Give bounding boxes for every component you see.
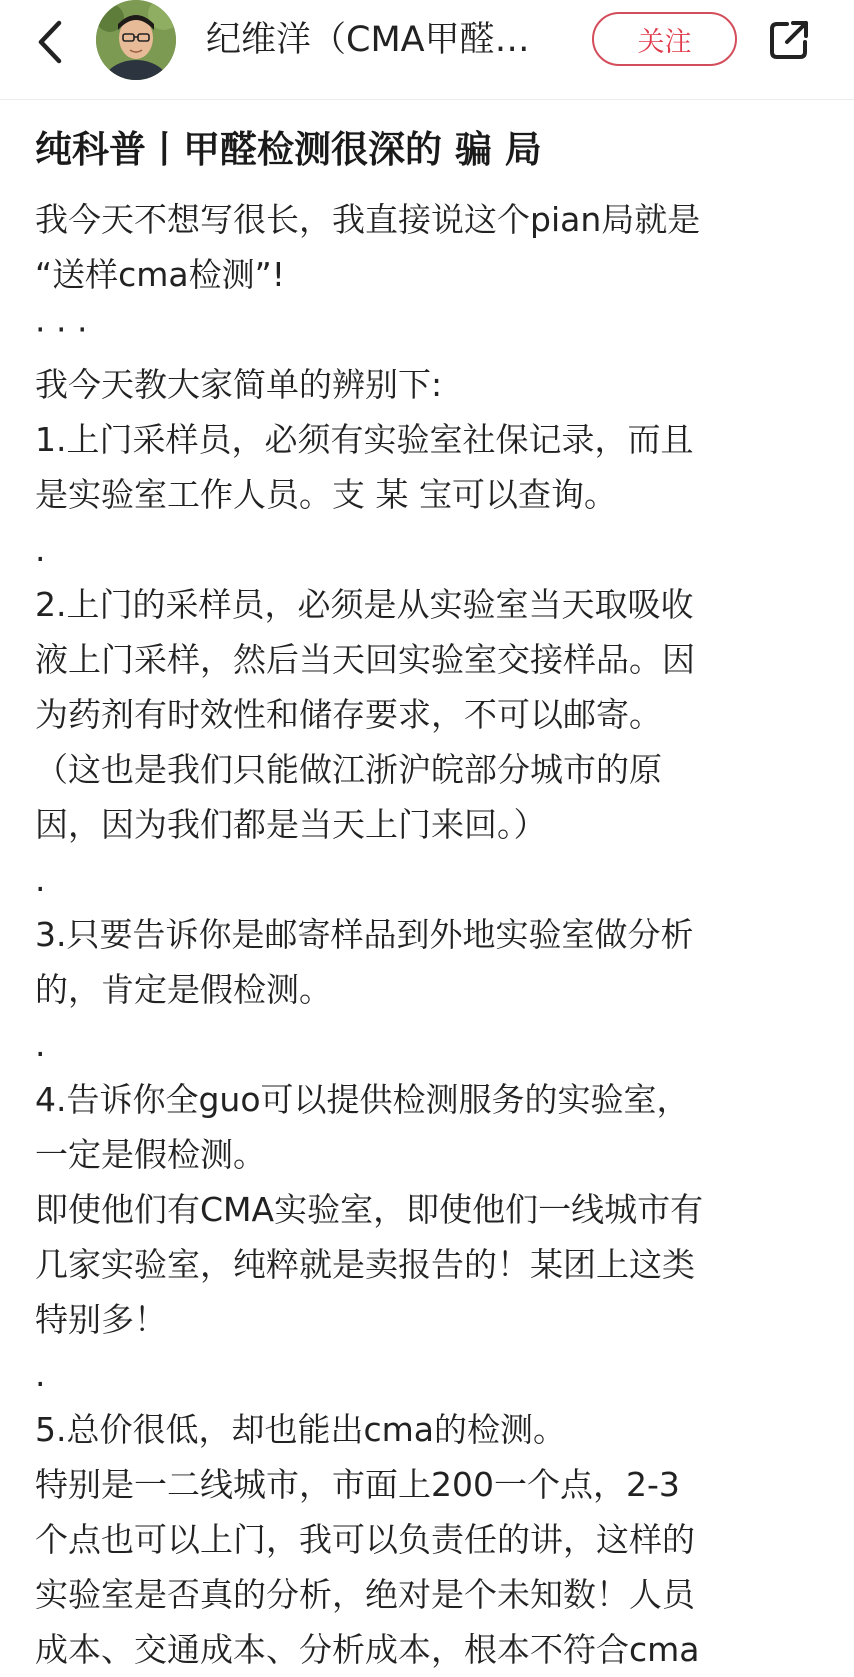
article-line: （这也是我们只能做江浙沪皖部分城市的原 (35, 750, 662, 789)
article-line: 1.上门采样员，必须有实验室社保记录，而且 (35, 420, 694, 459)
article-line: 因，因为我们都是当天上门来回。） (35, 805, 547, 844)
article-line: 5.总价很低，却也能出cma的检测。 (35, 1410, 566, 1449)
article-line: 我今天不想写很长，我直接说这个pian局就是 (35, 200, 701, 239)
author-name[interactable]: 纪维洋（CMA甲醛… (206, 20, 530, 60)
article-title: 纯科普丨甲醛检测很深的 骗 局 (35, 128, 542, 171)
article-line: 一定是假检测。 (35, 1135, 266, 1174)
article-line: 特别是一二线城市，市面上200一个点，2-3 (35, 1465, 680, 1504)
article-line: 个点也可以上门，我可以负责任的讲，这样的 (35, 1520, 695, 1559)
article-line: 2.上门的采样员，必须是从实验室当天取吸收 (35, 585, 694, 624)
article-line: . (35, 860, 46, 899)
article-line: . (35, 1355, 46, 1394)
article-line: 实验室是否真的分析，绝对是个未知数！人员 (35, 1575, 695, 1614)
article-line: 几家实验室，纯粹就是卖报告的！某团上这类 (35, 1245, 695, 1284)
author-avatar-image (96, 0, 176, 80)
article-line: 为药剂有时效性和储存要求，不可以邮寄。 (35, 695, 662, 734)
article-line: 4.告诉你全guo可以提供检测服务的实验室， (35, 1080, 690, 1119)
article-line: . (35, 1025, 46, 1064)
article-line: 特别多！ (35, 1300, 167, 1339)
article-line: 3.只要告诉你是邮寄样品到外地实验室做分析 (35, 915, 694, 954)
article-body (35, 118, 835, 1677)
article-line: · · · (35, 310, 88, 349)
article-line: “送样cma检测”! (35, 255, 285, 294)
article-line: 是实验室工作人员。支 某 宝可以查询。 (35, 475, 617, 514)
article-line: 液上门采样，然后当天回实验室交接样品。因 (35, 640, 695, 679)
article-line: 我今天教大家简单的辨别下: (35, 365, 443, 404)
article-line: 即使他们有CMA实验室，即使他们一线城市有 (35, 1190, 704, 1229)
back-button[interactable] (26, 14, 74, 70)
article-line: 的，肯定是假检测。 (35, 970, 332, 1009)
follow-button[interactable]: 关注 (592, 12, 737, 66)
avatar[interactable] (96, 0, 176, 80)
article-line: . (35, 530, 46, 569)
share-icon (767, 18, 811, 62)
article-text (35, 192, 835, 1677)
chevron-left-icon (35, 19, 65, 65)
share-button[interactable] (764, 14, 814, 66)
article-line: 成本、交通成本、分析成本，根本不符合cma (35, 1630, 700, 1669)
top-bar (0, 0, 854, 100)
